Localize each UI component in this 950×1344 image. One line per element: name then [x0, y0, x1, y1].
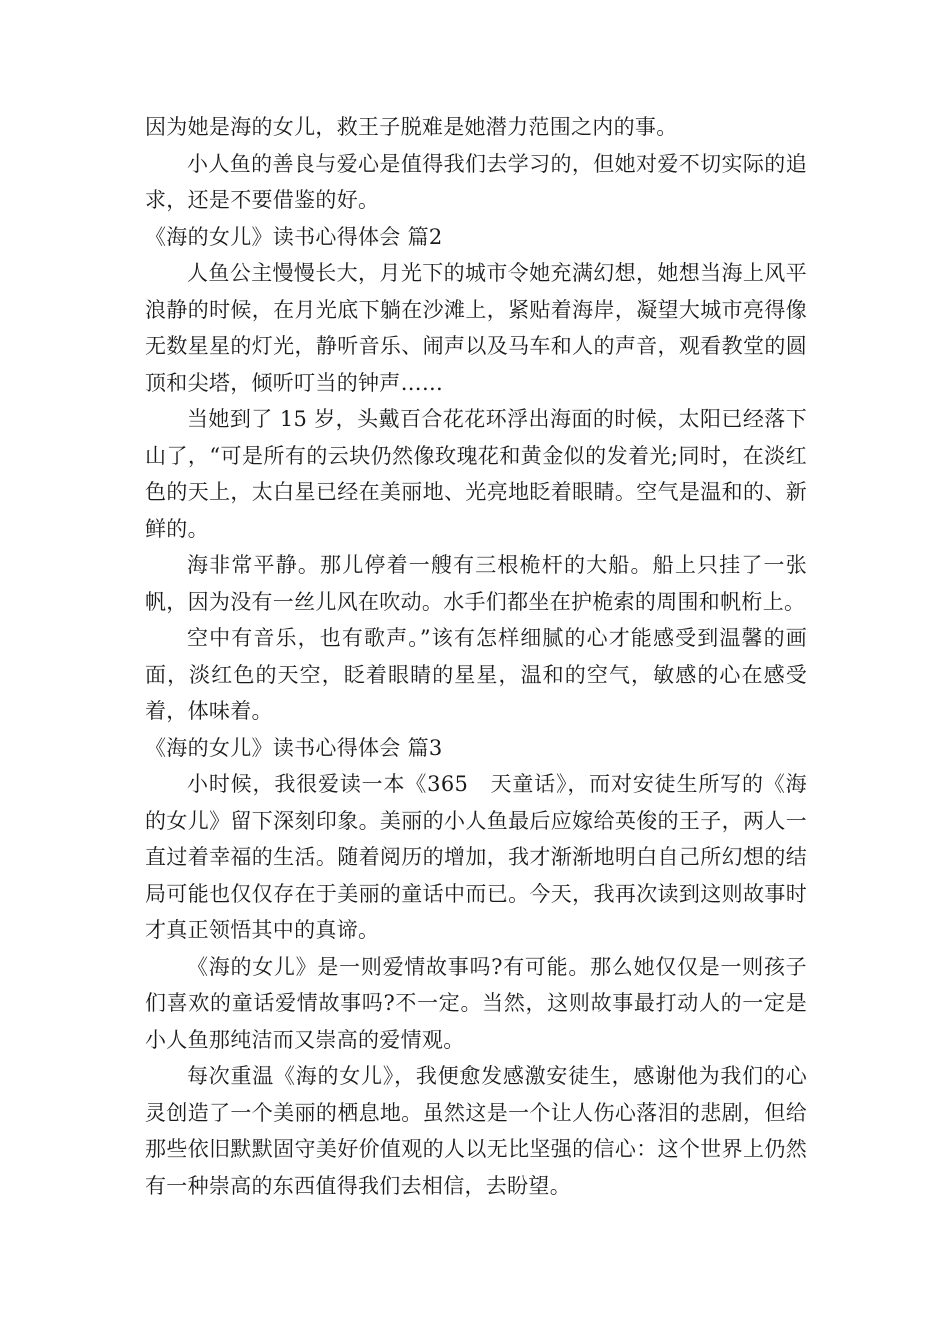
- paragraph-8: 《海的女儿》是一则爱情故事吗?有可能。那么她仅仅是一则孩子们喜欢的童话爱情故事吗?不一定。当然，这则故事最打动人的一定是小人鱼那纯洁而又崇高的爱情观。: [145, 954, 807, 1052]
- paragraph-5: 海非常平静。那儿停着一艘有三根桅杆的大船。船上只挂了一张帆，因为没有一丝儿风在吹动。水手们都坐在护桅索的周围和帆桁上。: [145, 553, 807, 614]
- document-body: [145, 109, 807, 1204]
- paragraph-9: 每次重温《海的女儿》，我便愈发感激安徒生，感谢他为我们的心灵创造了一个美丽的栖息地。虽然这是一个让人伤心落泪的悲剧，但给那些依旧默默固守美好价值观的人以无比坚强的信心：这个世界上仍然有一种崇高的东西值得我们去相信，去盼望。: [145, 1064, 807, 1198]
- paragraph-4: 当她到了 15 岁，头戴百合花花环浮出海面的时候，太阳已经落下山了，“可是所有的云块仍然像玫瑰花和黄金似的发着光;同时，在淡红色的天上，太白星已经在美丽地、光亮地眨着眼睛。空气是温和的、新鲜的。: [145, 407, 807, 541]
- paragraph-7: 小时候，我很爱读一本《365 天童话》，而对安徒生所写的《海的女儿》留下深刻印象。美丽的小人鱼最后应嫁给英俊的王子，两人一直过着幸福的生活。随着阅历的增加，我才渐渐地明白自己所幻想的结局可能也仅仅存在于美丽的童话中而已。今天，我再次读到这则故事时才真正领悟其中的真谛。: [145, 772, 807, 942]
- section-heading-2: 《海的女儿》读书心得体会 篇2: [145, 224, 443, 249]
- paragraph-6: 空中有音乐，也有歌声。”该有怎样细腻的心才能感受到温馨的画面，淡红色的天空，眨着眼睛的星星，温和的空气，敏感的心在感受着，体味着。: [145, 626, 807, 723]
- paragraph-1: 因为她是海的女儿，救王子脱难是她潜力范围之内的事。: [145, 115, 678, 139]
- paragraph-2: 小人鱼的善良与爱心是值得我们去学习的，但她对爱不切实际的追求，还是不要借鉴的好。: [145, 151, 807, 212]
- paragraph-3: 人鱼公主慢慢长大，月光下的城市令她充满幻想，她想当海上风平浪静的时候，在月光底下躺在沙滩上，紧贴着海岸，凝望大城市亮得像无数星星的灯光，静听音乐、闹声以及马车和人的声音，观看教堂的圆顶和尖塔，倾听叮当的钟声……: [145, 261, 807, 395]
- section-heading-3: 《海的女儿》读书心得体会 篇3: [145, 735, 443, 760]
